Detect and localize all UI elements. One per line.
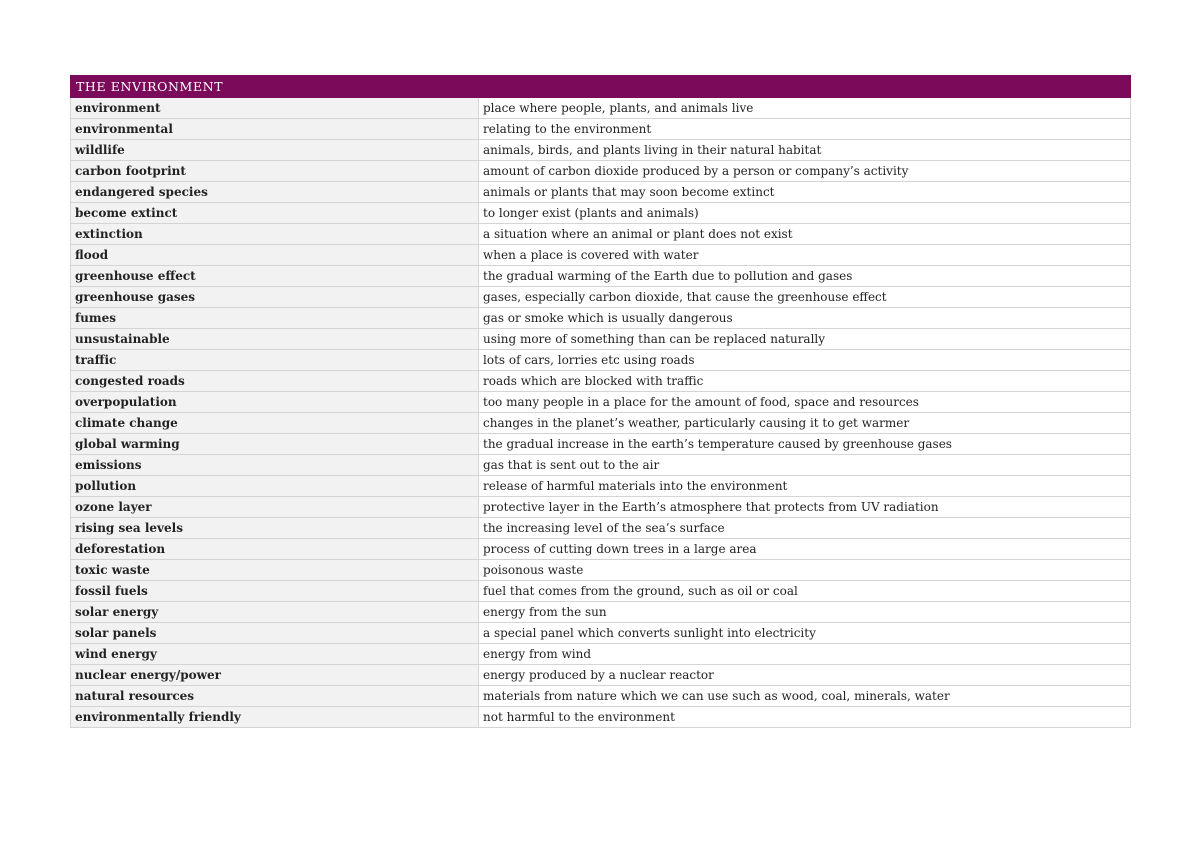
vocab-term: global warming (71, 434, 479, 455)
table-row (71, 350, 1131, 371)
vocab-term: flood (71, 245, 479, 266)
vocab-term: fumes (71, 308, 479, 329)
vocab-term: natural resources (71, 686, 479, 707)
table-row (71, 161, 1131, 182)
table-row (71, 560, 1131, 581)
table-row (71, 203, 1131, 224)
vocab-term: become extinct (71, 203, 479, 224)
vocab-definition: not harmful to the environment (479, 707, 1131, 728)
vocab-definition: roads which are blocked with traffic (479, 371, 1131, 392)
table-row (71, 266, 1131, 287)
vocab-term: greenhouse effect (71, 266, 479, 287)
table-row (71, 581, 1131, 602)
vocab-term: extinction (71, 224, 479, 245)
vocab-definition: to longer exist (plants and animals) (479, 203, 1131, 224)
vocab-definition: gases, especially carbon dioxide, that cause the greenhouse effect (479, 287, 1131, 308)
vocab-definition: release of harmful materials into the environment (479, 476, 1131, 497)
vocab-term: environmental (71, 119, 479, 140)
table-row (71, 245, 1131, 266)
vocab-definition: changes in the planet’s weather, particularly causing it to get warmer (479, 413, 1131, 434)
table-row (71, 287, 1131, 308)
table-row (71, 539, 1131, 560)
vocab-term: overpopulation (71, 392, 479, 413)
vocab-term: toxic waste (71, 560, 479, 581)
table-title: THE ENVIRONMENT (71, 76, 1131, 98)
vocabulary-table (70, 75, 1131, 728)
table-row (71, 602, 1131, 623)
vocab-term: environment (71, 98, 479, 119)
vocab-term: fossil fuels (71, 581, 479, 602)
vocab-term: unsustainable (71, 329, 479, 350)
vocab-term: nuclear energy/power (71, 665, 479, 686)
vocab-term: congested roads (71, 371, 479, 392)
table-row (71, 119, 1131, 140)
vocab-term: wind energy (71, 644, 479, 665)
vocab-definition: animals, birds, and plants living in their natural habitat (479, 140, 1131, 161)
table-row (71, 665, 1131, 686)
table-row (71, 140, 1131, 161)
table-row (71, 686, 1131, 707)
table-row (71, 329, 1131, 350)
table-row (71, 308, 1131, 329)
vocab-definition: gas or smoke which is usually dangerous (479, 308, 1131, 329)
table-row (71, 623, 1131, 644)
vocab-definition: a special panel which converts sunlight into electricity (479, 623, 1131, 644)
table-row (71, 476, 1131, 497)
vocab-definition: protective layer in the Earth’s atmosphere that protects from UV radiation (479, 497, 1131, 518)
vocab-definition: animals or plants that may soon become extinct (479, 182, 1131, 203)
vocab-definition: lots of cars, lorries etc using roads (479, 350, 1131, 371)
vocab-definition: the gradual increase in the earth’s temperature caused by greenhouse gases (479, 434, 1131, 455)
vocab-term: pollution (71, 476, 479, 497)
vocab-definition: fuel that comes from the ground, such as oil or coal (479, 581, 1131, 602)
vocab-term: environmentally friendly (71, 707, 479, 728)
vocab-definition: poisonous waste (479, 560, 1131, 581)
table-row (71, 434, 1131, 455)
vocab-term: emissions (71, 455, 479, 476)
table-row (71, 707, 1131, 728)
table-row (71, 644, 1131, 665)
table-body (71, 98, 1131, 728)
table-row (71, 518, 1131, 539)
vocab-definition: a situation where an animal or plant does not exist (479, 224, 1131, 245)
vocab-term: traffic (71, 350, 479, 371)
vocab-definition: using more of something than can be replaced naturally (479, 329, 1131, 350)
vocab-definition: amount of carbon dioxide produced by a person or company’s activity (479, 161, 1131, 182)
vocab-definition: relating to the environment (479, 119, 1131, 140)
vocab-definition: energy from the sun (479, 602, 1131, 623)
vocab-definition: place where people, plants, and animals live (479, 98, 1131, 119)
vocab-definition: materials from nature which we can use such as wood, coal, minerals, water (479, 686, 1131, 707)
vocab-term: deforestation (71, 539, 479, 560)
vocab-definition: too many people in a place for the amount of food, space and resources (479, 392, 1131, 413)
table-row (71, 455, 1131, 476)
vocab-definition: process of cutting down trees in a large area (479, 539, 1131, 560)
vocab-definition: energy produced by a nuclear reactor (479, 665, 1131, 686)
table-header-row (71, 76, 1131, 98)
table-row (71, 98, 1131, 119)
vocab-term: greenhouse gases (71, 287, 479, 308)
vocab-term: ozone layer (71, 497, 479, 518)
vocab-definition: when a place is covered with water (479, 245, 1131, 266)
vocab-term: carbon footprint (71, 161, 479, 182)
table-row (71, 497, 1131, 518)
table-row (71, 413, 1131, 434)
vocab-term: rising sea levels (71, 518, 479, 539)
vocab-term: solar panels (71, 623, 479, 644)
vocab-term: endangered species (71, 182, 479, 203)
vocab-term: solar energy (71, 602, 479, 623)
table-row (71, 392, 1131, 413)
table-row (71, 224, 1131, 245)
vocab-definition: the increasing level of the sea’s surface (479, 518, 1131, 539)
vocab-term: climate change (71, 413, 479, 434)
vocab-definition: the gradual warming of the Earth due to pollution and gases (479, 266, 1131, 287)
table-row (71, 182, 1131, 203)
vocab-term: wildlife (71, 140, 479, 161)
vocab-definition: gas that is sent out to the air (479, 455, 1131, 476)
vocab-definition: energy from wind (479, 644, 1131, 665)
table-row (71, 371, 1131, 392)
